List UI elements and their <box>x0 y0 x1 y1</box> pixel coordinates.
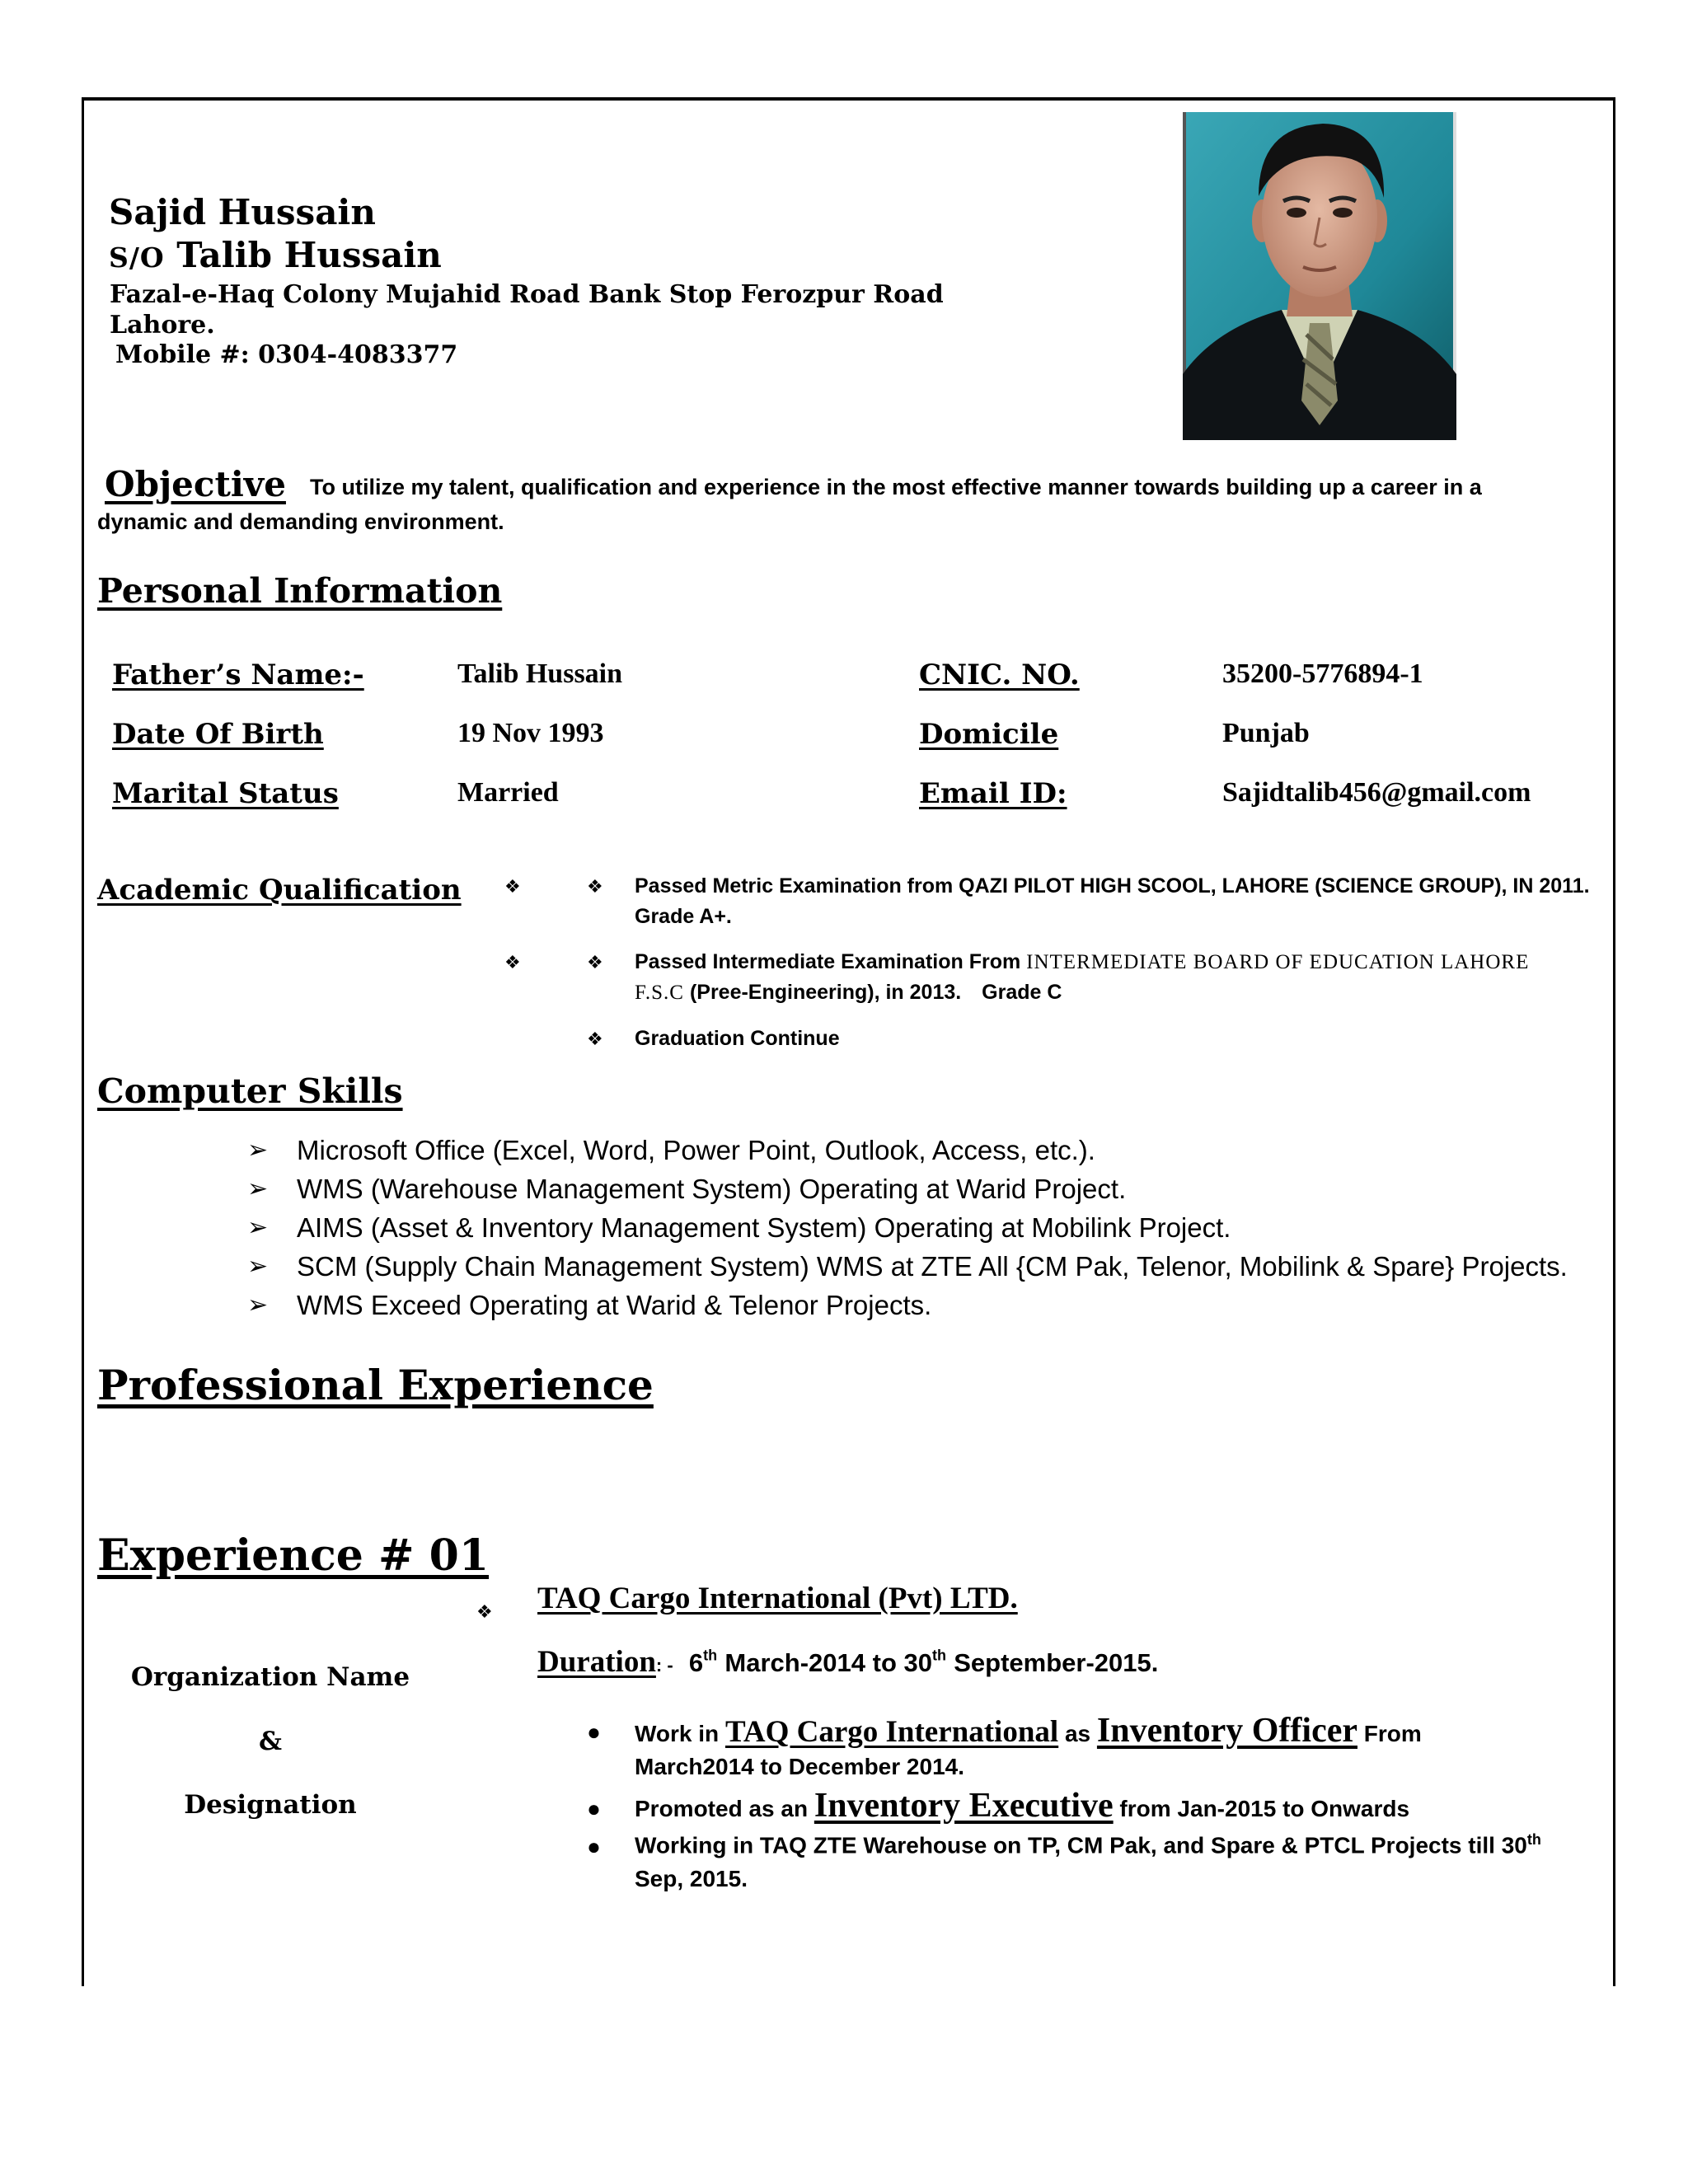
skill-item: Microsoft Office (Excel, Word, Power Point, Outlook, Access, etc.). <box>297 1135 1095 1165</box>
organization-name-label: Organization Name <box>130 1662 410 1692</box>
round-bullet-icon: ● <box>587 1835 601 1860</box>
diamond-bullet-icon: ❖ <box>476 1601 493 1622</box>
experience-bullet-3-line-1 <box>635 1831 1541 1858</box>
duration-end-suffix: th <box>931 1647 946 1664</box>
designation-label: Designation <box>184 1790 357 1820</box>
cnic-value: 35200-5776894-1 <box>1222 658 1423 689</box>
objective-heading: Objective <box>105 464 286 504</box>
academic-item-3: Graduation Continue <box>635 1027 840 1050</box>
diamond-bullet-icon: ❖ <box>504 876 521 897</box>
b3-line1: Working in TAQ ZTE Warehouse on TP, CM Pak, and Spare & PTCL Projects till 30 <box>635 1832 1527 1858</box>
email-value: Sajidtalib456@gmail.com <box>1222 777 1531 808</box>
page-border-left <box>82 97 84 1986</box>
b2-role: Inventory Executive <box>814 1787 1114 1825</box>
experience-bullet-1-line-1 <box>635 1711 1422 1750</box>
academic-heading: Academic Qualification <box>97 874 462 907</box>
company-name: TAQ Cargo International (Pvt) LTD. <box>537 1582 1018 1615</box>
personal-info-heading: Personal Information <box>97 571 503 611</box>
skill-item: WMS (Warehouse Management System) Operating at Warid Project. <box>297 1174 1127 1204</box>
b1-as: as <box>1064 1721 1091 1746</box>
duration-label: Duration <box>537 1645 656 1679</box>
duration-start-day: 6 <box>688 1648 704 1677</box>
duration-separator: : - <box>655 1655 673 1675</box>
b2-post: from Jan-2015 to Onwards <box>1119 1796 1410 1821</box>
experience-1-heading: Experience # 01 <box>97 1530 490 1581</box>
ampersand-label: & <box>259 1727 282 1756</box>
dob-label: Date Of Birth <box>112 718 324 751</box>
duration-line <box>537 1644 1158 1680</box>
academic-item-1-line-2: Grade A+. <box>635 905 732 928</box>
b2-pre: Promoted as an <box>635 1796 809 1821</box>
diamond-bullet-icon: ❖ <box>587 952 603 972</box>
marital-status-value: Married <box>457 777 559 808</box>
round-bullet-icon: ● <box>587 1720 601 1746</box>
father-line <box>109 235 442 275</box>
duration-start-suffix: th <box>703 1647 718 1664</box>
experience-bullet-2 <box>635 1786 1409 1825</box>
diamond-bullet-icon: ❖ <box>587 876 603 897</box>
arrow-bullet-icon: ➢ <box>247 1137 269 1164</box>
cnic-label: CNIC. NO. <box>919 658 1080 691</box>
diamond-bullet-icon: ❖ <box>504 952 521 972</box>
skill-item: SCM (Supply Chain Management System) WMS at ZTE All {CM Pak, Telenor, Mobilink & Spare} Projects. <box>297 1251 1568 1282</box>
address-line-2: Lahore. <box>110 311 215 340</box>
b1-role: Inventory Officer <box>1096 1712 1357 1750</box>
academic-item-2-prefix: Passed Intermediate Examination From <box>635 950 1021 973</box>
address-line-1: Fazal-e-Haq Colony Mujahid Road Bank Stop Ferozpur Road <box>110 280 944 309</box>
duration-start-rest: March-2014 to 30 <box>724 1648 932 1677</box>
page-border-top <box>82 97 1615 101</box>
experience-bullet-3-line-2: Sep, 2015. <box>635 1866 748 1891</box>
skill-item: AIMS (Asset & Inventory Management System) Operating at Mobilink Project. <box>297 1212 1231 1243</box>
email-label: Email ID: <box>919 777 1067 810</box>
so-prefix: S/O <box>109 241 165 274</box>
academic-item-2-grade: Grade C <box>982 981 1062 1004</box>
marital-status-label: Marital Status <box>112 777 339 810</box>
round-bullet-icon: ● <box>587 1797 601 1822</box>
objective-text-line-1: To utilize my talent, qualification and experience in the most effective manner towards building up a career in a <box>310 475 1482 499</box>
b1-from: From <box>1363 1721 1422 1746</box>
b3-suffix: th <box>1526 1831 1541 1848</box>
father-name-value: Talib Hussain <box>457 658 623 689</box>
computer-skills-heading: Computer Skills <box>97 1071 403 1111</box>
dob-value: 19 Nov 1993 <box>457 718 604 748</box>
b1-pre: Work in <box>635 1721 720 1746</box>
arrow-bullet-icon: ➢ <box>247 1291 269 1319</box>
professional-experience-heading: Professional Experience <box>97 1361 654 1409</box>
profile-photo <box>1183 112 1456 440</box>
academic-item-2-board: INTERMEDIATE BOARD OF EDUCATION LAHORE <box>1026 951 1530 973</box>
diamond-bullet-icon: ❖ <box>587 1029 603 1049</box>
domicile-value: Punjab <box>1222 718 1310 748</box>
b1-company: TAQ Cargo International <box>724 1715 1059 1749</box>
duration-end-rest: September-2015. <box>954 1648 1159 1677</box>
objective-text-line-2: dynamic and demanding environment. <box>97 509 504 534</box>
arrow-bullet-icon: ➢ <box>247 1175 269 1202</box>
father-name-label: Father’s Name:- <box>112 658 364 691</box>
candidate-name: Sajid Hussain <box>109 192 376 232</box>
academic-item-2-line-2 <box>635 981 1062 1005</box>
skill-item: WMS Exceed Operating at Warid & Telenor Projects. <box>297 1290 932 1320</box>
academic-item-2-line-1 <box>635 950 1529 974</box>
mobile-number: Mobile #: 0304-4083377 <box>115 340 458 369</box>
experience-bullet-1-line-2: March2014 to December 2014. <box>635 1754 964 1779</box>
arrow-bullet-icon: ➢ <box>247 1253 269 1280</box>
page-border-right <box>1613 97 1615 1986</box>
father-name-header: Talib Hussain <box>176 235 442 275</box>
arrow-bullet-icon: ➢ <box>247 1214 269 1241</box>
academic-item-1-line-1: Passed Metric Examination from QAZI PILOT HIGH SCOOL, LAHORE (SCIENCE GROUP), IN 2011. <box>635 874 1590 898</box>
academic-item-2-fsc: F.S.C <box>635 982 684 1004</box>
domicile-label: Domicile <box>919 718 1059 751</box>
academic-item-2-rest: (Pree-Engineering), in 2013. <box>689 981 962 1004</box>
